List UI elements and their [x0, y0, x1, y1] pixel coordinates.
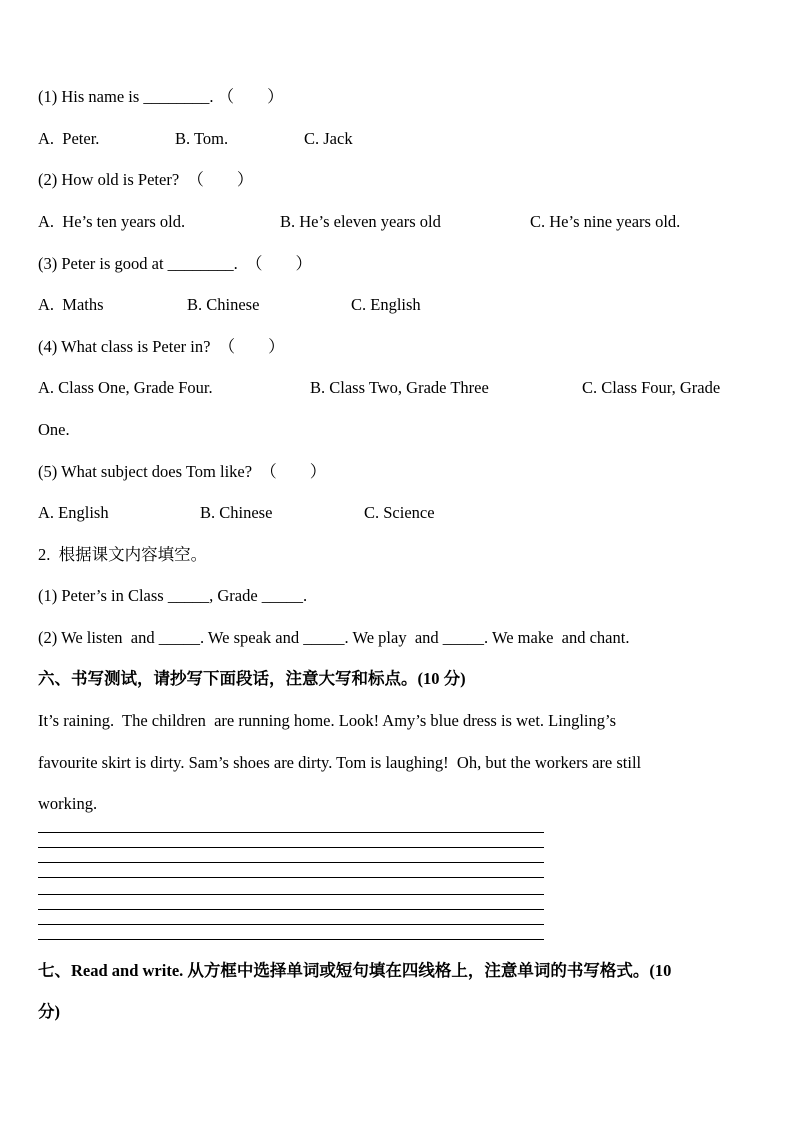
question-5-stem: (5) What subject does Tom like? （ ） — [38, 462, 327, 481]
question-2-option-a: A. He’s ten years old. — [38, 212, 186, 231]
copy-passage-line-1: It’s raining. The children are running home. Look! Amy’s blue dress is wet. Lingling’s — [38, 711, 617, 730]
writing-line[interactable] — [38, 832, 544, 833]
question-5-option-c: C. Science — [364, 503, 435, 522]
question-3-option-b: B. Chinese — [187, 295, 260, 314]
copy-passage-line-2: favourite skirt is dirty. Sam’s shoes are dirty. Tom is laughing! Oh, but the workers are still — [38, 753, 642, 772]
question-4-option-b: B. Class Two, Grade Three — [310, 378, 489, 397]
question-3-option-c: C. English — [351, 295, 421, 314]
question-1-option-a: A. Peter. — [38, 129, 100, 148]
question-1-stem: (1) His name is ________. （ ） — [38, 87, 284, 106]
question-4-stem: (4) What class is Peter in? （ ） — [38, 337, 285, 356]
section-7-title-wrap: 分) — [38, 1002, 60, 1021]
question-4-option-c: C. Class Four, Grade — [582, 378, 721, 397]
question-3-option-a: A. Maths — [38, 295, 104, 314]
section-2-item-1: (1) Peter’s in Class _____, Grade _____. — [38, 586, 308, 605]
writing-line[interactable] — [38, 924, 544, 925]
writing-line[interactable] — [38, 939, 544, 940]
writing-line[interactable] — [38, 894, 544, 895]
section-7-title: 七、Read and write. 从方框中选择单词或短句填在四线格上，注意单词的书写格式。(10 — [38, 961, 672, 980]
writing-line[interactable] — [38, 877, 544, 878]
question-3-stem: (3) Peter is good at ________. （ ） — [38, 254, 313, 273]
copy-passage-line-3: working. — [38, 794, 98, 813]
writing-line[interactable] — [38, 909, 544, 910]
section-2-title: 2. 根据课文内容填空。 — [38, 545, 208, 564]
question-2-stem: (2) How old is Peter? （ ） — [38, 170, 254, 189]
question-2-option-c: C. He’s nine years old. — [530, 212, 681, 231]
section-2-item-2: (2) We listen and _____. We speak and _____. We play and _____. We make and chant. — [38, 628, 630, 647]
question-4-option-c-wrap: One. — [38, 420, 70, 439]
question-5-option-b: B. Chinese — [200, 503, 273, 522]
question-2-option-b: B. He’s eleven years old — [280, 212, 441, 231]
writing-line[interactable] — [38, 862, 544, 863]
section-6-title: 六、书写测试，请抄写下面段话，注意大写和标点。(10 分) — [38, 669, 466, 688]
question-4-option-a: A. Class One, Grade Four. — [38, 378, 213, 397]
question-1-option-c: C. Jack — [304, 129, 353, 148]
question-1-option-b: B. Tom. — [175, 129, 229, 148]
writing-line[interactable] — [38, 847, 544, 848]
question-5-option-a: A. English — [38, 503, 109, 522]
